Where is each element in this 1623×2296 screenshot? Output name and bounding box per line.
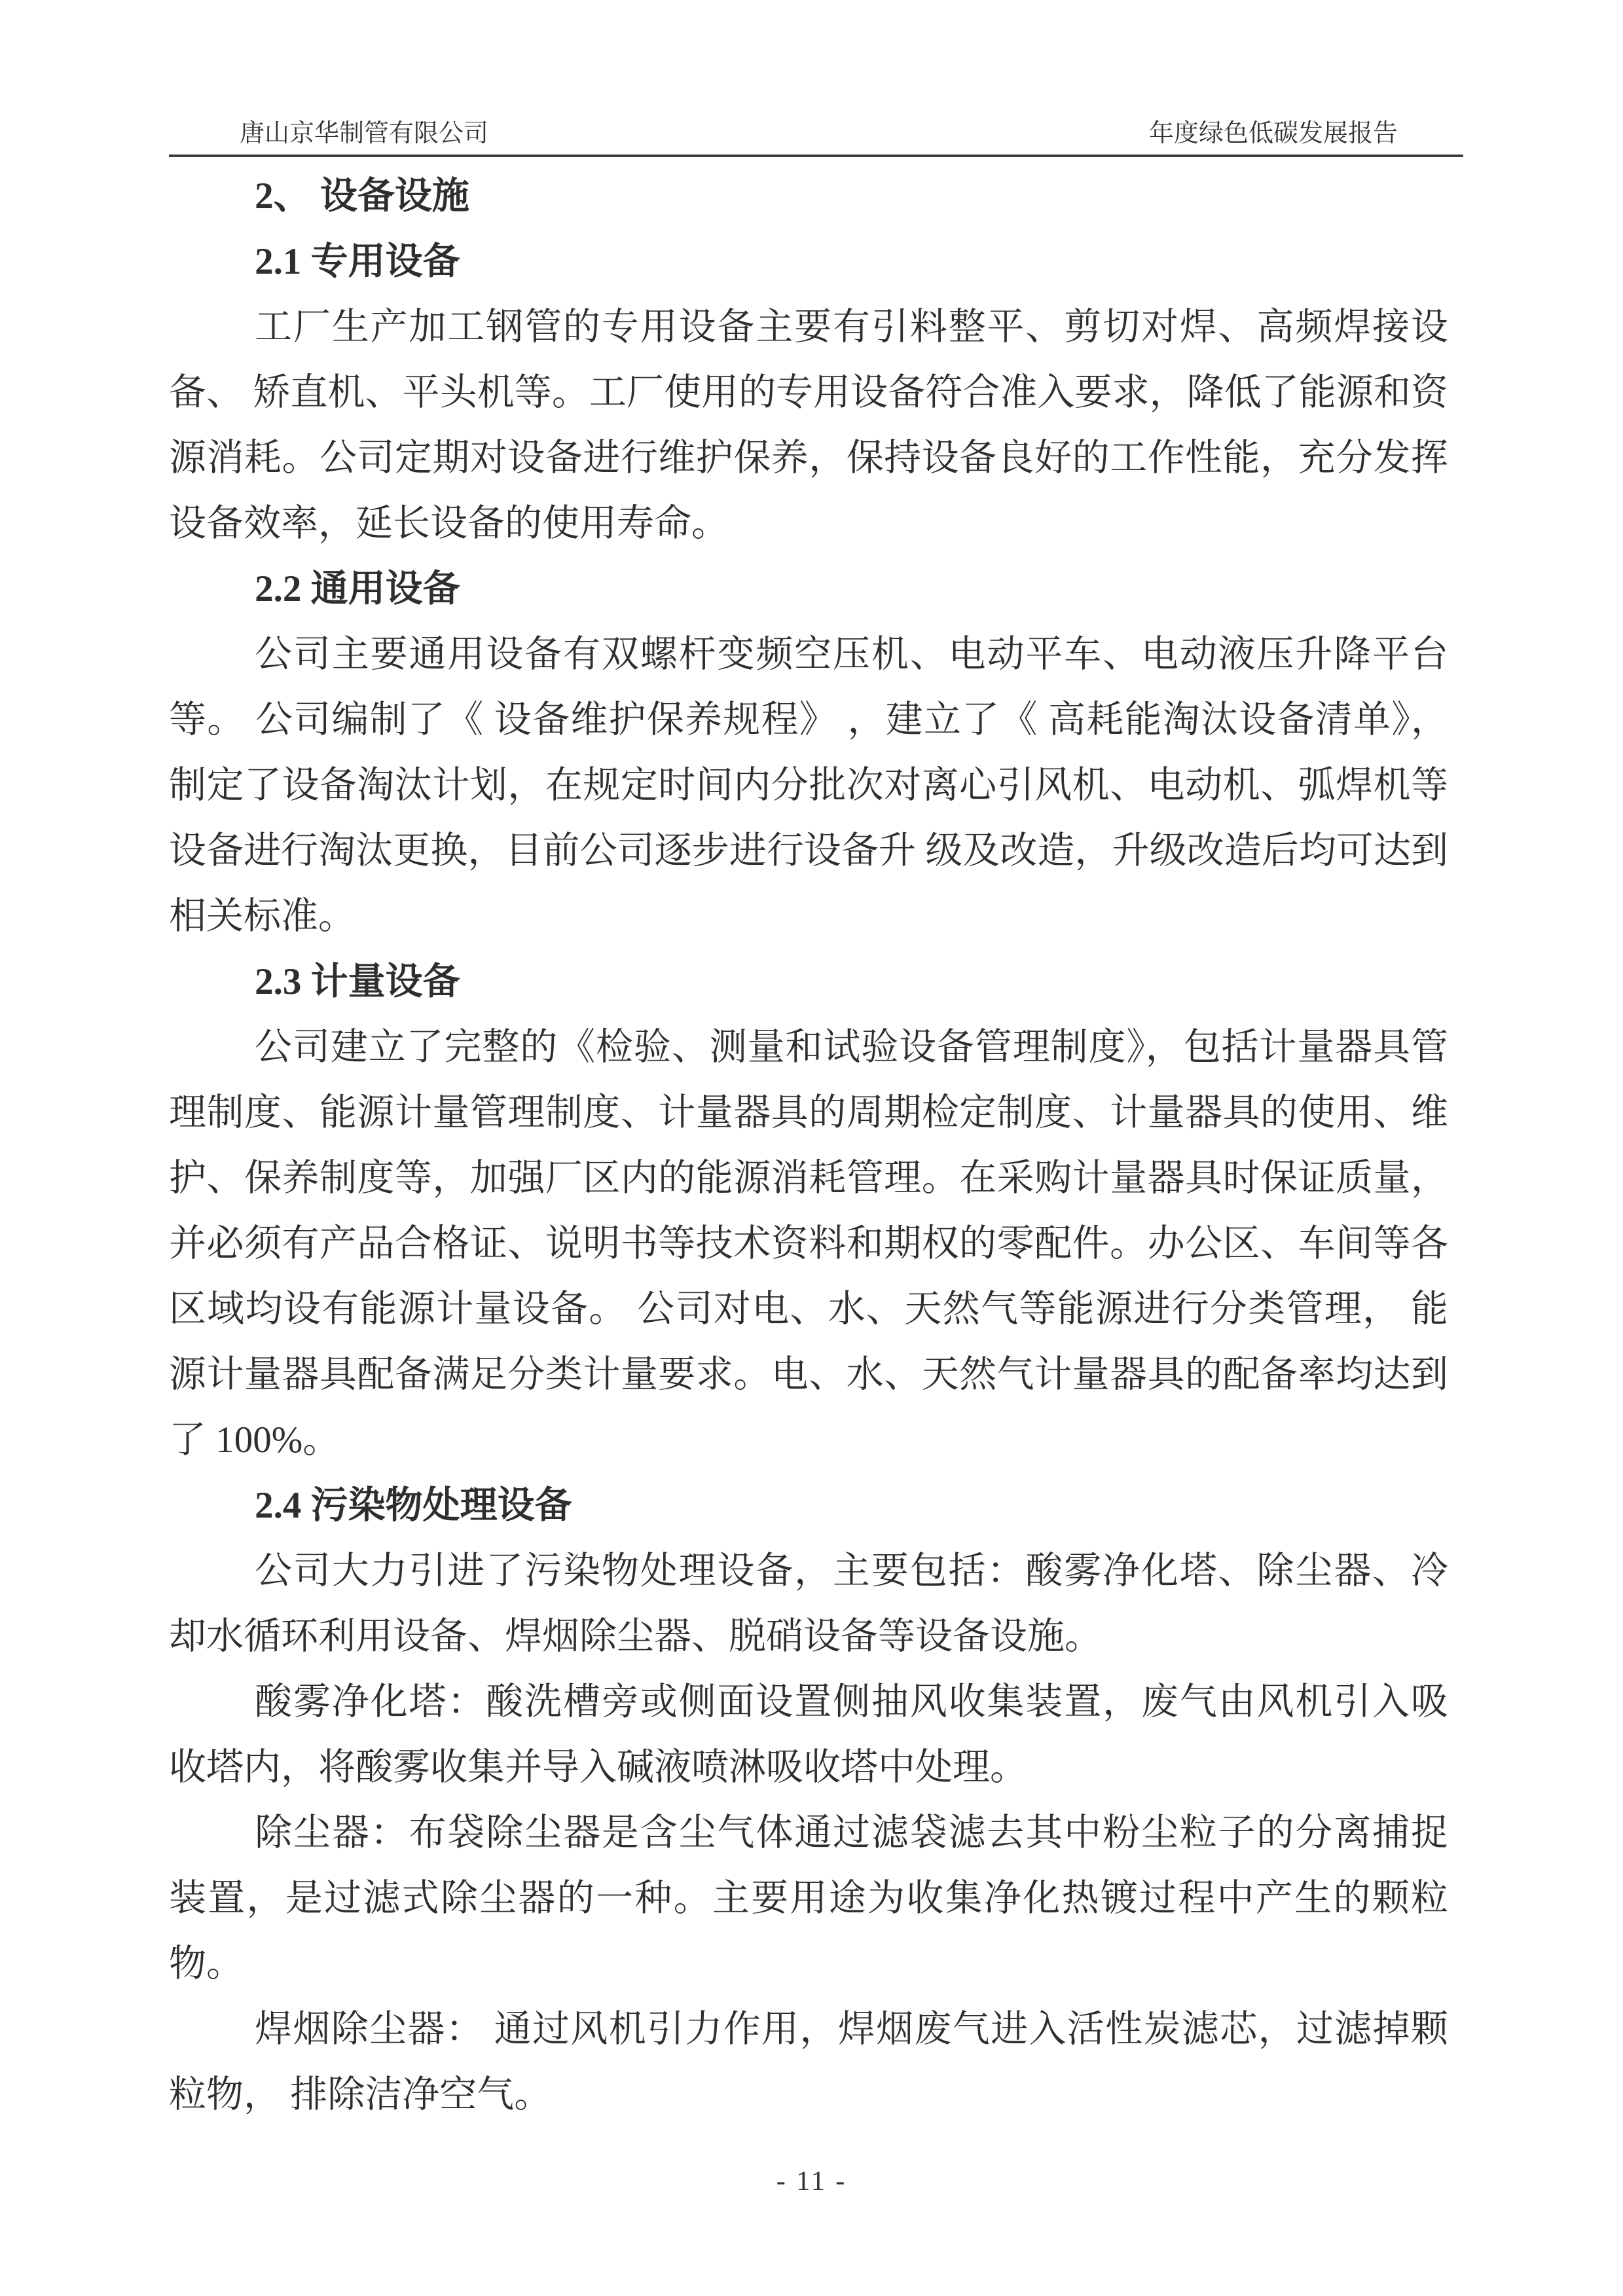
paragraph-metering-equipment: 公司建立了完整的《检验、测量和试验设备管理制度》，包括计量器具管理制度、能源计量管理制度、计量器具的周期检定制度、计量器具的使用、维护、保养制度等，加强厂区内的能源消耗管理。在采购计量器具时保证质量，并必须有产品合格证、说明书等技术资料和期权的零配件。办公区、车间等各区域均设有能源计量设备。 公司对电、水、天然气等能源进行分类管理， 能源计量器具配备满足分类计量要求。电、水、天然气计量器具的配备率均达到了 100%。: [169, 1027, 1448, 1461]
section-heading-general-equipment: 2.2 通用设备: [255, 568, 460, 610]
header-divider-rule: [169, 155, 1463, 157]
paragraph-pollutant-treatment-overview: 公司大力引进了污染物处理设备，主要包括：酸雾净化塔、除尘器、冷却水循环利用设备、焊烟除尘器、脱硝设备等设备设施。: [169, 1550, 1448, 1657]
header-report-title: 年度绿色低碳发展报告: [1148, 120, 1398, 147]
page-footer: [0, 2166, 1623, 2197]
page-number: - 11 -: [776, 2166, 847, 2196]
page-header: [169, 117, 1463, 151]
section-heading-special-equipment: 2.1 专用设备: [255, 241, 460, 282]
section-heading-metering-equipment: 2.3 计量设备: [255, 961, 460, 1002]
paragraph-welding-fume-collector: 焊烟除尘器： 通过风机引力作用，焊烟废气进入活性炭滤芯，过滤掉颗粒物， 排除洁净空气。: [169, 2009, 1448, 2115]
section-heading-equipment-facilities: 2、 设备设施: [255, 175, 469, 217]
paragraph-general-equipment: 公司主要通用设备有双螺杆变频空压机、电动平车、电动液压升降平台等。 公司编制了《 设备维护保养规程》 ，建立了《 高耗能淘汰设备清单》，制定了设备淘汰计划，在规定时间内分批次对离心引风机、电动机、弧焊机等设备进行淘汰更换，目前公司逐步进行设备升 级及改造，升级改造后均可达到相关标准。: [169, 634, 1448, 937]
paragraph-dust-collector: 除尘器：布袋除尘器是含尘气体通过滤袋滤去其中粉尘粒子的分离捕捉装置，是过滤式除尘器的一种。主要用途为收集净化热镀过程中产生的颗粒物。: [169, 1812, 1448, 1984]
section-heading-pollutant-treatment-equipment: 2.4 污染物处理设备: [255, 1485, 572, 1526]
paragraph-special-equipment: 工厂生产加工钢管的专用设备主要有引料整平、剪切对焊、高频焊接设备、 矫直机、平头机等。工厂使用的专用设备符合准入要求，降低了能源和资源消耗。公司定期对设备进行维护保养，保持设备良好的工作性能，充分发挥设备效率，延长设备的使用寿命。: [169, 306, 1448, 544]
paragraph-acid-mist-purification-tower: 酸雾净化塔：酸洗槽旁或侧面设置侧抽风收集装置，废气由风机引入吸收塔内，将酸雾收集并导入碱液喷淋吸收塔中处理。: [169, 1681, 1448, 1788]
document-body: [169, 164, 1448, 2128]
header-company-name: 唐山京华制管有限公司: [240, 120, 489, 147]
